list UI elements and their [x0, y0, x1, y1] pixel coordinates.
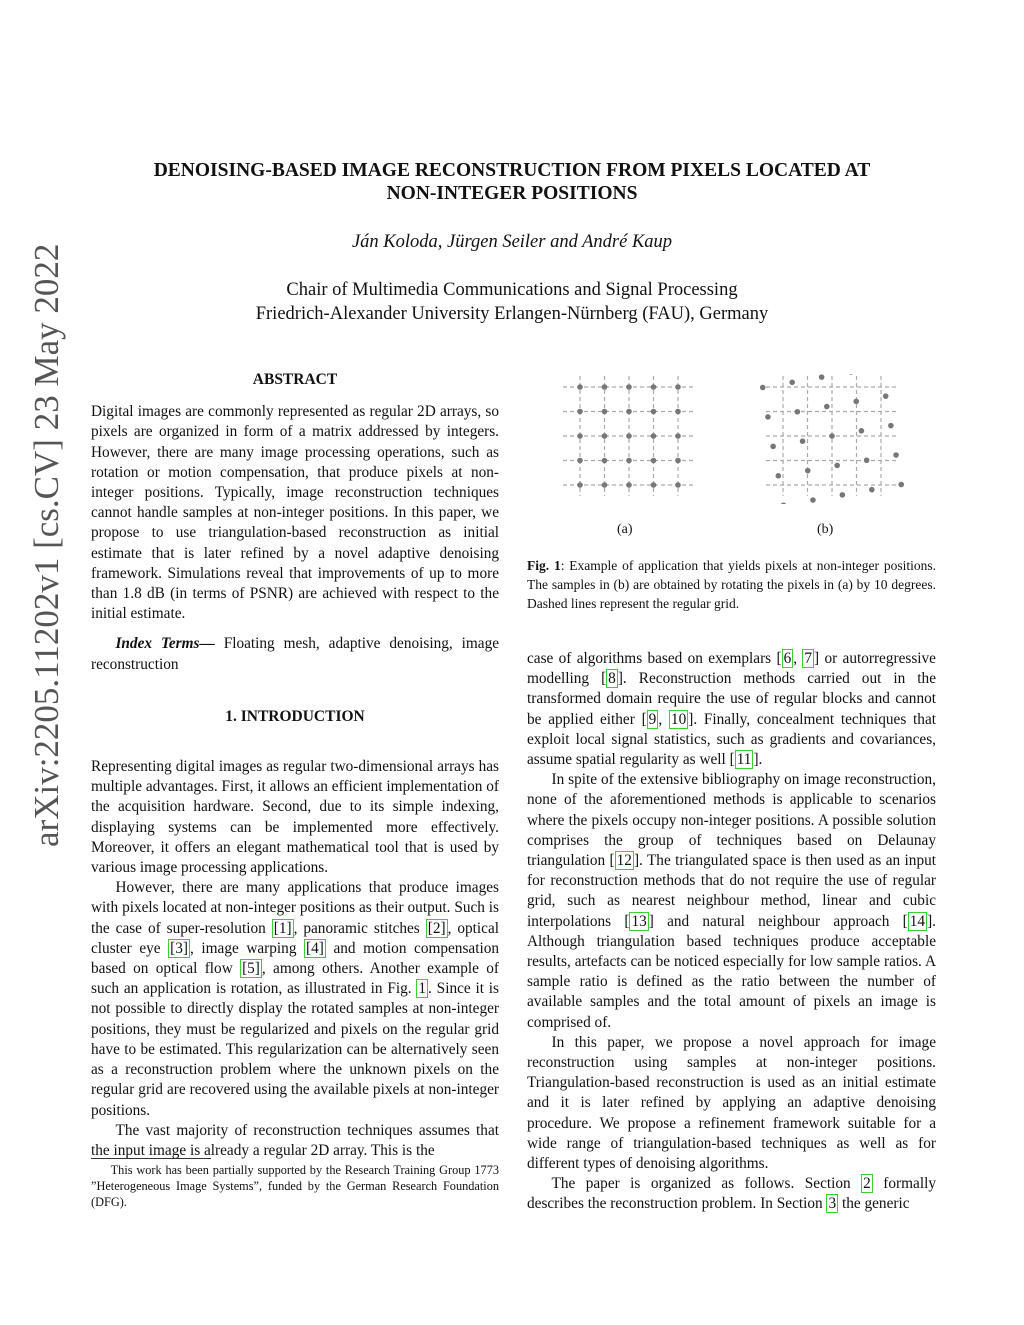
sample-dot	[824, 404, 830, 410]
sample-dot	[675, 384, 681, 390]
arxiv-side-stamp: arXiv:2205.11202v1 [cs.CV] 23 May 2022	[27, 243, 66, 847]
citation-link[interactable]: 8	[608, 670, 616, 688]
index-terms-label: Index Terms—	[115, 635, 215, 653]
sample-dot	[602, 458, 608, 464]
citation-link[interactable]: 13	[631, 912, 647, 930]
citation-link[interactable]: 14	[909, 912, 926, 930]
citation-link[interactable]: 9	[648, 710, 657, 728]
citation-link[interactable]: 11	[736, 751, 752, 769]
sample-dot	[893, 452, 899, 458]
sample-dot	[651, 409, 657, 415]
intro-paragraph-1: Representing digital images as regular two-dimensional arrays has multiple advantages. First, it allows an efficient implementation of the acquisition hardware. Second, due to its simple indexing, displaying systems can be implemented more effectively. Moreover, it offers an elegant mathematical tool that is used by various image processing applications.	[91, 758, 499, 877]
left-column	[91, 370, 499, 1161]
sample-dot	[602, 409, 608, 415]
sample-dot	[883, 393, 889, 399]
citation-link[interactable]: [5]	[242, 960, 260, 978]
sample-dot	[853, 399, 859, 405]
title-line-2: NON-INTEGER POSITIONS	[386, 183, 638, 204]
sample-dot	[781, 502, 787, 504]
sample-dot	[760, 385, 766, 391]
citation-link[interactable]: 7	[804, 650, 813, 667]
index-terms-text: Floating mesh, adaptive denoising, image reconstruction	[91, 635, 500, 673]
sample-dot	[888, 423, 894, 429]
sample-dot	[810, 497, 816, 503]
sample-dot	[626, 482, 632, 488]
sample-dot	[765, 414, 771, 420]
affiliation-line-2: Friedrich-Alexander University Erlangen-Nürnberg (FAU), Germany	[255, 304, 769, 324]
section-link[interactable]: 2	[863, 1175, 871, 1193]
affiliation-line-1: Chair of Multimedia Communications and Signal Processing	[286, 280, 738, 300]
sample-dot	[651, 384, 657, 390]
intro-paragraph-2: However, there are many applications that produce images with pixels located at non-integer positions as their output. Such is the case of super-resolution [1] , panoramic stitches [2] , optical cluster eye [3] , image warping [4] and motion compensation based on optical flow [5] , among others. Another example of such an application is rotation, as illustrated in Fig. 1 . Since it is not possible to directly display the rotated samples at non-integer positions, they must be regularized and pixels on the regular grid have to be estimated. This regularization can be alternatively seen as a reconstruction problem where the unknown pixels on the regular grid are recovered using the available pixels at non-integer positions.	[91, 879, 499, 1119]
sample-dot	[602, 482, 608, 488]
sample-dot	[800, 438, 806, 444]
sample-dot	[840, 492, 846, 498]
citation-link[interactable]: 6	[783, 650, 792, 667]
sample-dot	[869, 487, 875, 493]
sample-dot	[834, 463, 840, 469]
sample-dot	[651, 433, 657, 439]
citation-link[interactable]: [4]	[306, 939, 324, 957]
introduction-heading: 1. INTRODUCTION	[225, 707, 365, 725]
citation-link[interactable]: 12	[616, 852, 632, 870]
sample-dot	[829, 433, 835, 439]
right-paragraph-4: The paper is organized as follows. Section 2 formally describes the reconstruction problem. In Section 3 the generic	[527, 1175, 936, 1213]
sample-dot	[848, 374, 854, 375]
title-line-1: DENOISING-BASED IMAGE RECONSTRUCTION FROM PIXELS LOCATED AT	[153, 160, 871, 181]
sample-dot	[864, 457, 870, 463]
abstract-heading: ABSTRACT	[252, 371, 338, 388]
affiliation	[100, 278, 924, 326]
sample-dot	[776, 473, 782, 479]
citation-link[interactable]: [3]	[170, 939, 188, 957]
abstract-text: Digital images are commonly represented as regular 2D arrays, so pixels are organized in form of a matrix addressed by integers. However, there are many image processing operations, such as rotation or motion compensation, that produce pixels at non-integer positions. Typically, image reconstruction techniques cannot handle samples at non-integer positions. In this paper, we propose to use triangulation-based reconstruction as initial estimate that is later refined by a novel adaptive denoising framework. Simulations reveal that improvements of up to more than 1.8 dB (in terms of PSNR) are achieved with respect to the initial estimate.	[91, 403, 499, 623]
citation-link[interactable]: [1]	[273, 919, 292, 937]
sample-dot	[577, 384, 583, 390]
figure-1-caption-label: Fig. 1	[527, 558, 561, 573]
sample-dot	[626, 433, 632, 439]
sample-dot	[626, 384, 632, 390]
right-paragraph-2: In spite of the extensive bibliography on image reconstruction, none of the aforementioned methods is applicable to scenarios where the pixels occupy non-integer positions. A possible solution comprises the group of techniques based on Delaunay triangulation [ 12 ]. The triangulated space is then used as an input for reconstruction methods that do not require the use of regular grid, such as nearest neighbour method, linear and cubic interpolations [ 13 ] and natural neighbour approach [ 14 ]. Although triangulation based techniques produce acceptable results, artefacts can be noticed especially for low sample ratios. A sample ratio is defined as the ratio between the number of available samples and the total amount of pixels an image is comprised of.	[527, 771, 936, 1031]
figure-1a-label: (a)	[617, 522, 633, 537]
sample-dot	[577, 409, 583, 415]
authors: Ján Koloda, Jürgen Seiler and André Kaup	[351, 232, 673, 252]
sample-dot	[602, 433, 608, 439]
sample-dot	[577, 482, 583, 488]
sample-dot	[626, 409, 632, 415]
citation-link[interactable]: 10	[670, 710, 687, 728]
right-paragraph-3: In this paper, we propose a novel approach for image reconstruction using samples at non-integer positions. Triangulation-based reconstruction is used as an initial estimate and it is later refined by applying an adaptive denoising procedure. We propose a refinement framework suitable for a wide range of triangulation-based techniques as well as for different types of denoising algorithms.	[527, 1033, 936, 1173]
sample-dot	[789, 380, 795, 386]
figure-1-grids	[555, 374, 915, 504]
intro-paragraph-3: The vast majority of reconstruction techniques assumes that the input image is already a regular 2D array. This is the	[91, 1121, 499, 1159]
sample-dot	[651, 482, 657, 488]
sample-dot	[859, 428, 865, 434]
sample-dot	[577, 433, 583, 439]
section-link[interactable]: 3	[828, 1195, 837, 1213]
sample-dot	[626, 458, 632, 464]
footnote-rule	[91, 1158, 211, 1159]
sample-dot	[602, 384, 608, 390]
figure-1-caption: Fig. 1: Example of application that yields pixels at non-integer positions. The samples in (b) are obtained by rotating the pixels in (a) by 10 degrees. Dashed lines represent the regular grid.	[527, 558, 936, 611]
sample-dot	[805, 468, 811, 474]
paper-title	[100, 159, 924, 205]
sample-dot	[675, 409, 681, 415]
sample-dot	[795, 409, 801, 415]
right-column	[527, 649, 936, 1215]
sample-dot	[898, 482, 904, 488]
sample-dot	[819, 374, 825, 380]
figure-1b-label: (b)	[817, 522, 834, 537]
figure-1b-rotated-grid	[760, 374, 904, 504]
sample-dot	[770, 444, 776, 450]
sample-dot	[675, 433, 681, 439]
sample-dot	[675, 482, 681, 488]
sample-dot	[675, 458, 681, 464]
right-paragraph-1: case of algorithms based on exemplars [ 6 , 7 ] or autorregressive modelling [ 8 ]. Reconstruction methods carried out in the transformed domain require the use of regular blocks and cannot be applied either [ 9 , 10 ]. Finally, concealment techniques that exploit local signal statistics, such as gradients and covariances, assume spatial regularity as well [ 11 ].	[527, 650, 936, 769]
figure-1a-regular-grid	[563, 376, 695, 496]
figure-link[interactable]: 1	[418, 980, 427, 998]
sample-dot	[577, 458, 583, 464]
sample-dot	[651, 458, 657, 464]
citation-link[interactable]: [2]	[427, 919, 446, 937]
footnote: This work has been partially supported by the Research Training Group 1773 ”Heterogeneous Image Systems”, funded by the German Research Foundation (DFG).	[91, 1163, 499, 1209]
index-terms	[91, 634, 499, 674]
